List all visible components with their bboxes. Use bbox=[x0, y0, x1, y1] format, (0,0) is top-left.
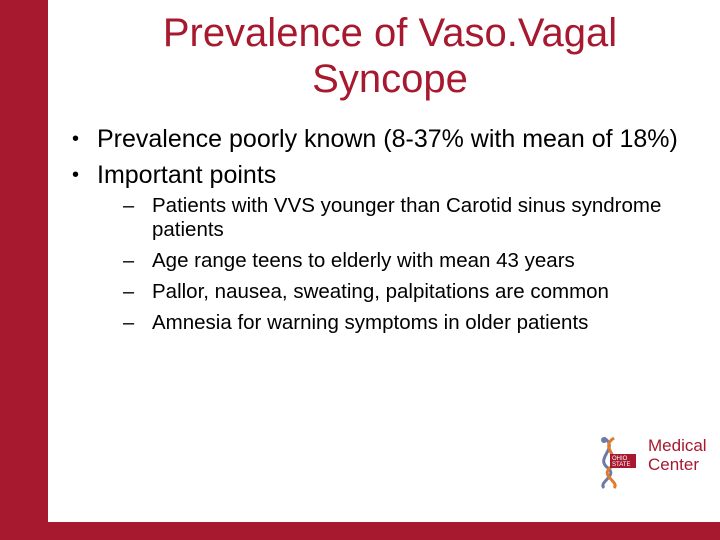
sub-bullet-list bbox=[123, 194, 700, 335]
sub-bullet-item bbox=[123, 280, 700, 304]
logo-line-2: Center bbox=[648, 455, 700, 474]
slide-body bbox=[70, 124, 700, 342]
sub-bullet-text: Pallor, nausea, sweating, palpitations are common bbox=[152, 280, 609, 303]
logo-wordmark bbox=[648, 436, 707, 474]
dash-mark: – bbox=[123, 250, 135, 272]
emblem-text-2: STATE bbox=[612, 462, 631, 468]
dash-mark: – bbox=[123, 281, 135, 303]
bullet-mark: • bbox=[72, 128, 80, 150]
title-line-2: Syncope bbox=[312, 57, 468, 101]
medical-center-logo bbox=[594, 434, 720, 490]
sub-bullet-item bbox=[123, 249, 700, 273]
title-line-1: Prevalence of Vaso.Vagal bbox=[162, 11, 618, 55]
bullet-text: Important points bbox=[97, 161, 277, 189]
logo-line-1: Medical bbox=[648, 436, 707, 455]
bullet-item bbox=[70, 124, 700, 154]
dash-mark: – bbox=[123, 195, 135, 217]
bullet-text: Prevalence poorly known (8-37% with mean of 18%) bbox=[97, 125, 678, 153]
sub-bullet-text: Patients with VVS younger than Carotid sinus syndrome patients bbox=[152, 194, 662, 241]
sub-bullet-item bbox=[123, 194, 700, 242]
dash-mark: – bbox=[123, 312, 135, 334]
bullet-mark: • bbox=[72, 164, 80, 186]
sub-bullet-item bbox=[123, 311, 700, 335]
emblem-text-1: OHIO bbox=[612, 456, 628, 462]
sub-bullet-text: Amnesia for warning symptoms in older patients bbox=[152, 311, 589, 334]
slide-title bbox=[60, 10, 720, 102]
dna-emblem-icon bbox=[594, 434, 648, 490]
bullet-item bbox=[70, 160, 700, 335]
left-accent-bar bbox=[0, 0, 48, 540]
bottom-accent-bar bbox=[0, 522, 720, 540]
sub-bullet-text: Age range teens to elderly with mean 43 years bbox=[152, 249, 575, 272]
